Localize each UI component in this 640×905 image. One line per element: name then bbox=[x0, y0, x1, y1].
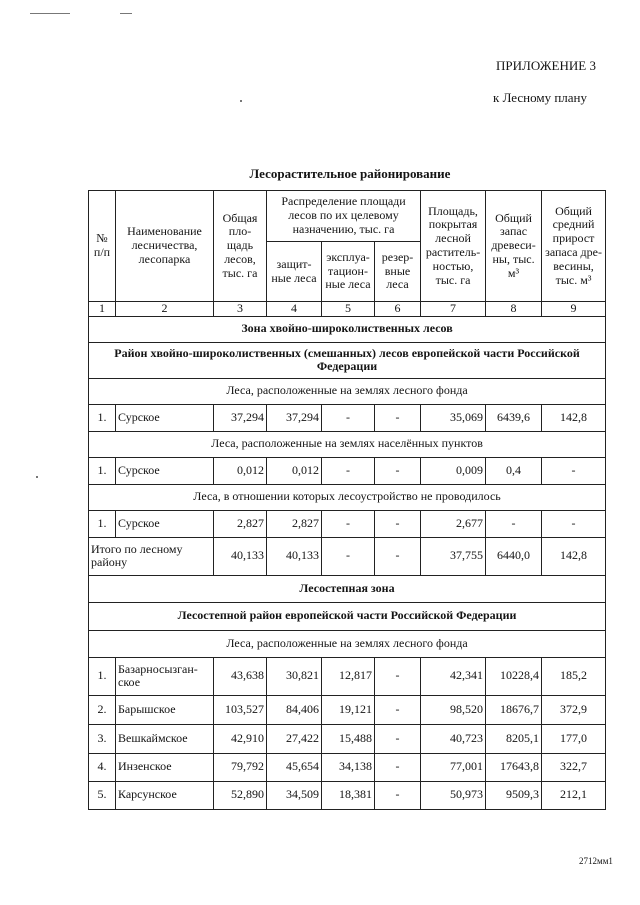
cell-covered-area: 37,755 bbox=[421, 537, 486, 575]
cell-protective: 37,294 bbox=[267, 404, 322, 431]
cell-average-increment: 185,2 bbox=[542, 657, 606, 695]
page-code: 2712мм1 bbox=[579, 856, 613, 866]
row-number: 4. bbox=[89, 753, 116, 781]
cell-average-increment: 177,0 bbox=[542, 724, 606, 753]
cell-exploitable: 34,138 bbox=[322, 753, 375, 781]
cell-reserve: - bbox=[375, 657, 421, 695]
cell-exploitable: - bbox=[322, 537, 375, 575]
forestry-name: Инзенское bbox=[116, 753, 214, 781]
cell-total-area: 79,792 bbox=[214, 753, 267, 781]
cell-exploitable: 18,381 bbox=[322, 781, 375, 809]
cell-reserve: - bbox=[375, 404, 421, 431]
appendix-subtitle: к Лесному плану bbox=[493, 90, 588, 105]
table-row bbox=[89, 781, 606, 809]
row-number: 1. bbox=[89, 657, 116, 695]
cell-total-stock: 18676,7 bbox=[486, 695, 542, 724]
cell-exploitable: 19,121 bbox=[322, 695, 375, 724]
cell-protective: 84,406 bbox=[267, 695, 322, 724]
cell-protective: 45,654 bbox=[267, 753, 322, 781]
table-row bbox=[89, 657, 606, 695]
table-row bbox=[89, 510, 606, 537]
column-number: 3 bbox=[214, 302, 267, 317]
cell-average-increment: - bbox=[542, 457, 606, 484]
table-row bbox=[89, 404, 606, 431]
cell-average-increment: 322,7 bbox=[542, 753, 606, 781]
cell-protective: 0,012 bbox=[267, 457, 322, 484]
column-number: 6 bbox=[375, 302, 421, 317]
document-title: Лесорастительное районирование bbox=[249, 166, 451, 181]
cell-total-stock: 6440,0 bbox=[486, 537, 542, 575]
cell-covered-area: 40,723 bbox=[421, 724, 486, 753]
cell-total-stock: 6439,6 bbox=[486, 404, 542, 431]
cell-total-stock: - bbox=[486, 510, 542, 537]
header-total-stock: Общий запас древеси- ны, тыс. м³ bbox=[486, 191, 542, 302]
scan-speck bbox=[240, 100, 242, 102]
cell-exploitable: 12,817 bbox=[322, 657, 375, 695]
cell-exploitable: - bbox=[322, 404, 375, 431]
zone-heading: Лесостепная зона bbox=[89, 575, 606, 602]
column-number-row bbox=[89, 302, 606, 317]
row-number: 1. bbox=[89, 457, 116, 484]
cell-total-stock: 10228,4 bbox=[486, 657, 542, 695]
cell-protective: 2,827 bbox=[267, 510, 322, 537]
total-label: Итого по лесному району bbox=[89, 537, 214, 575]
header-name: Наименование лесничества, лесопарка bbox=[116, 191, 214, 302]
total-row bbox=[89, 537, 606, 575]
cell-reserve: - bbox=[375, 781, 421, 809]
header-number: № п/п bbox=[89, 191, 116, 302]
forestry-name: Сурское bbox=[116, 404, 214, 431]
header-exploitable: эксплуа- тацион- ные леса bbox=[322, 242, 375, 302]
cell-exploitable: - bbox=[322, 457, 375, 484]
cell-covered-area: 77,001 bbox=[421, 753, 486, 781]
cell-total-stock: 9509,3 bbox=[486, 781, 542, 809]
forestry-name: Сурское bbox=[116, 510, 214, 537]
cell-reserve: - bbox=[375, 724, 421, 753]
cell-total-area: 40,133 bbox=[214, 537, 267, 575]
header-total-area: Общая пло- щадь лесов, тыс. га bbox=[214, 191, 267, 302]
cell-exploitable: 15,488 bbox=[322, 724, 375, 753]
header-reserve: резер- вные леса bbox=[375, 242, 421, 302]
cell-reserve: - bbox=[375, 510, 421, 537]
cell-covered-area: 35,069 bbox=[421, 404, 486, 431]
forestry-name: Карсунское bbox=[116, 781, 214, 809]
cell-average-increment: 142,8 bbox=[542, 404, 606, 431]
cell-reserve: - bbox=[375, 457, 421, 484]
forestry-name: Базарносызган- ское bbox=[116, 657, 214, 695]
column-number: 2 bbox=[116, 302, 214, 317]
column-number: 9 bbox=[542, 302, 606, 317]
cell-total-area: 43,638 bbox=[214, 657, 267, 695]
cell-protective: 40,133 bbox=[267, 537, 322, 575]
cell-covered-area: 98,520 bbox=[421, 695, 486, 724]
row-number: 5. bbox=[89, 781, 116, 809]
table-row bbox=[89, 753, 606, 781]
cell-total-area: 52,890 bbox=[214, 781, 267, 809]
cell-reserve: - bbox=[375, 753, 421, 781]
row-number: 1. bbox=[89, 510, 116, 537]
column-number: 5 bbox=[322, 302, 375, 317]
forestry-name: Сурское bbox=[116, 457, 214, 484]
cell-total-stock: 17643,8 bbox=[486, 753, 542, 781]
scan-speck bbox=[120, 13, 132, 14]
land-category-heading: Леса, расположенные на землях лесного фонда bbox=[89, 630, 606, 657]
header-purpose-group: Распределение площади лесов по их целевому назначению, тыс. га bbox=[267, 191, 421, 242]
row-number: 1. bbox=[89, 404, 116, 431]
cell-total-area: 37,294 bbox=[214, 404, 267, 431]
forestry-name: Барышское bbox=[116, 695, 214, 724]
column-number: 4 bbox=[267, 302, 322, 317]
cell-total-stock: 0,4 bbox=[486, 457, 542, 484]
cell-total-area: 2,827 bbox=[214, 510, 267, 537]
land-category-heading: Леса, в отношении которых лесоустройство не проводилось bbox=[89, 484, 606, 510]
cell-total-stock: 8205,1 bbox=[486, 724, 542, 753]
cell-total-area: 103,527 bbox=[214, 695, 267, 724]
cell-average-increment: - bbox=[542, 510, 606, 537]
appendix-label: ПРИЛОЖЕНИЕ 3 bbox=[496, 58, 596, 73]
table-row bbox=[89, 695, 606, 724]
table-row bbox=[89, 724, 606, 753]
cell-total-area: 0,012 bbox=[214, 457, 267, 484]
cell-protective: 30,821 bbox=[267, 657, 322, 695]
region-heading: Район хвойно-широколиственных (смешанных) лесов европейской части Российской Федерации bbox=[89, 342, 606, 378]
row-number: 3. bbox=[89, 724, 116, 753]
column-number: 1 bbox=[89, 302, 116, 317]
cell-exploitable: - bbox=[322, 510, 375, 537]
cell-covered-area: 50,973 bbox=[421, 781, 486, 809]
header-protective: защит- ные леса bbox=[267, 242, 322, 302]
scan-speck bbox=[36, 476, 38, 478]
row-number: 2. bbox=[89, 695, 116, 724]
cell-protective: 27,422 bbox=[267, 724, 322, 753]
cell-covered-area: 2,677 bbox=[421, 510, 486, 537]
forest-zoning-table bbox=[88, 190, 606, 810]
cell-average-increment: 142,8 bbox=[542, 537, 606, 575]
scan-speck bbox=[30, 13, 70, 14]
cell-covered-area: 42,341 bbox=[421, 657, 486, 695]
cell-protective: 34,509 bbox=[267, 781, 322, 809]
forestry-name: Вешкаймское bbox=[116, 724, 214, 753]
table-row bbox=[89, 457, 606, 484]
zone-heading: Зона хвойно-широколиственных лесов bbox=[89, 316, 606, 342]
header-average-increment: Общий средний прирост запаса дре- весины, тыс. м³ bbox=[542, 191, 606, 302]
cell-covered-area: 0,009 bbox=[421, 457, 486, 484]
land-category-heading: Леса, расположенные на землях лесного фонда bbox=[89, 378, 606, 404]
column-number: 8 bbox=[486, 302, 542, 317]
column-number: 7 bbox=[421, 302, 486, 317]
land-category-heading: Леса, расположенные на землях населённых пунктов bbox=[89, 431, 606, 457]
cell-average-increment: 212,1 bbox=[542, 781, 606, 809]
cell-reserve: - bbox=[375, 695, 421, 724]
header-covered-area: Площадь, покрытая лесной раститель- ностью, тыс. га bbox=[421, 191, 486, 302]
region-heading: Лесостепной район европейской части Российской Федерации bbox=[89, 602, 606, 630]
cell-total-area: 42,910 bbox=[214, 724, 267, 753]
cell-reserve: - bbox=[375, 537, 421, 575]
cell-average-increment: 372,9 bbox=[542, 695, 606, 724]
